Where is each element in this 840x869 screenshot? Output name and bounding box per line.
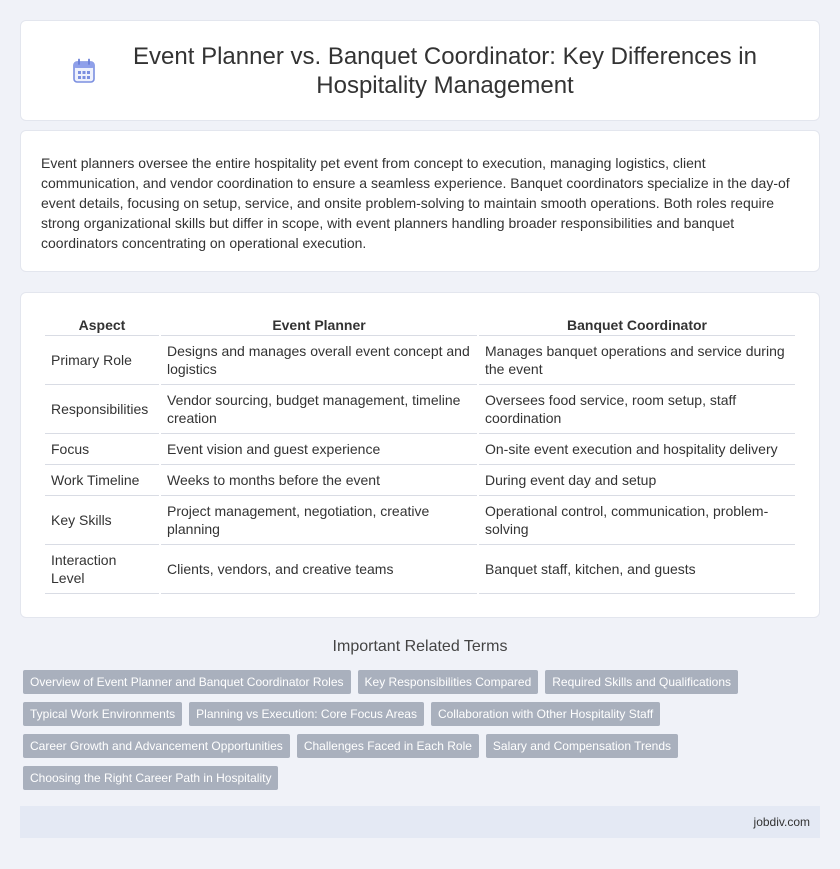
table-row: [45, 496, 795, 545]
cell-banquet-coordinator: Banquet staff, kitchen, and guests: [479, 545, 795, 594]
cell-banquet-coordinator: On-site event execution and hospitality delivery: [479, 434, 795, 465]
footer: [20, 806, 820, 838]
intro-card: [20, 130, 820, 272]
cell-event-planner: Weeks to months before the event: [161, 465, 477, 496]
related-term-tag[interactable]: Typical Work Environments: [23, 702, 182, 726]
table-row: [45, 385, 795, 434]
related-terms-list: [23, 670, 813, 790]
table-row: [45, 465, 795, 496]
header-banquet-coordinator: Banquet Coordinator: [479, 313, 795, 336]
table-header-row: [45, 313, 795, 336]
cell-aspect: Key Skills: [45, 496, 159, 545]
related-term-tag[interactable]: Required Skills and Qualifications: [545, 670, 738, 694]
intro-paragraph: Event planners oversee the entire hospitality pet event from concept to execution, managing logistics, client communication, and vendor coordination to ensure a seamless experience. Banquet coordinators specialize in the day-of event details, focusing on setup, service, and onsite problem-solving to maintain smooth operations. Both roles require strong organizational skills but differ in scope, with event planners handling broader responsibilities and banquet coordinators concentrating on operational execution.: [41, 155, 790, 251]
header-card: [20, 20, 820, 121]
cell-banquet-coordinator: Oversees food service, room setup, staff coordination: [479, 385, 795, 434]
page-title: Event Planner vs. Banquet Coordinator: Key Differences in Hospitality Management: [133, 42, 757, 99]
cell-event-planner: Clients, vendors, and creative teams: [161, 545, 477, 594]
table-row: [45, 434, 795, 465]
cell-aspect: Interaction Level: [45, 545, 159, 594]
related-term-tag[interactable]: Challenges Faced in Each Role: [297, 734, 479, 758]
cell-event-planner: Project management, negotiation, creative planning: [161, 496, 477, 545]
cell-aspect: Primary Role: [45, 336, 159, 385]
table-row: [45, 545, 795, 594]
cell-banquet-coordinator: During event day and setup: [479, 465, 795, 496]
header-event-planner: Event Planner: [161, 313, 477, 336]
related-terms-title: Important Related Terms: [332, 638, 508, 655]
related-term-tag[interactable]: Collaboration with Other Hospitality Staff: [431, 702, 660, 726]
comparison-table: [43, 313, 797, 594]
cell-aspect: Focus: [45, 434, 159, 465]
cell-aspect: Work Timeline: [45, 465, 159, 496]
calendar-icon: [70, 57, 98, 85]
cell-event-planner: Event vision and guest experience: [161, 434, 477, 465]
comparison-card: [20, 292, 820, 618]
related-term-tag[interactable]: Salary and Compensation Trends: [486, 734, 678, 758]
related-term-tag[interactable]: Choosing the Right Career Path in Hospitality: [23, 766, 278, 790]
related-term-tag[interactable]: Overview of Event Planner and Banquet Coordinator Roles: [23, 670, 351, 694]
footer-site-link[interactable]: jobdiv.com: [753, 815, 810, 829]
cell-event-planner: Vendor sourcing, budget management, timeline creation: [161, 385, 477, 434]
related-term-tag[interactable]: Career Growth and Advancement Opportunities: [23, 734, 290, 758]
related-term-tag[interactable]: Planning vs Execution: Core Focus Areas: [189, 702, 424, 726]
cell-aspect: Responsibilities: [45, 385, 159, 434]
cell-event-planner: Designs and manages overall event concept and logistics: [161, 336, 477, 385]
table-row: [45, 336, 795, 385]
header-aspect: Aspect: [45, 313, 159, 336]
cell-banquet-coordinator: Operational control, communication, problem-solving: [479, 496, 795, 545]
cell-banquet-coordinator: Manages banquet operations and service during the event: [479, 336, 795, 385]
related-term-tag[interactable]: Key Responsibilities Compared: [358, 670, 539, 694]
